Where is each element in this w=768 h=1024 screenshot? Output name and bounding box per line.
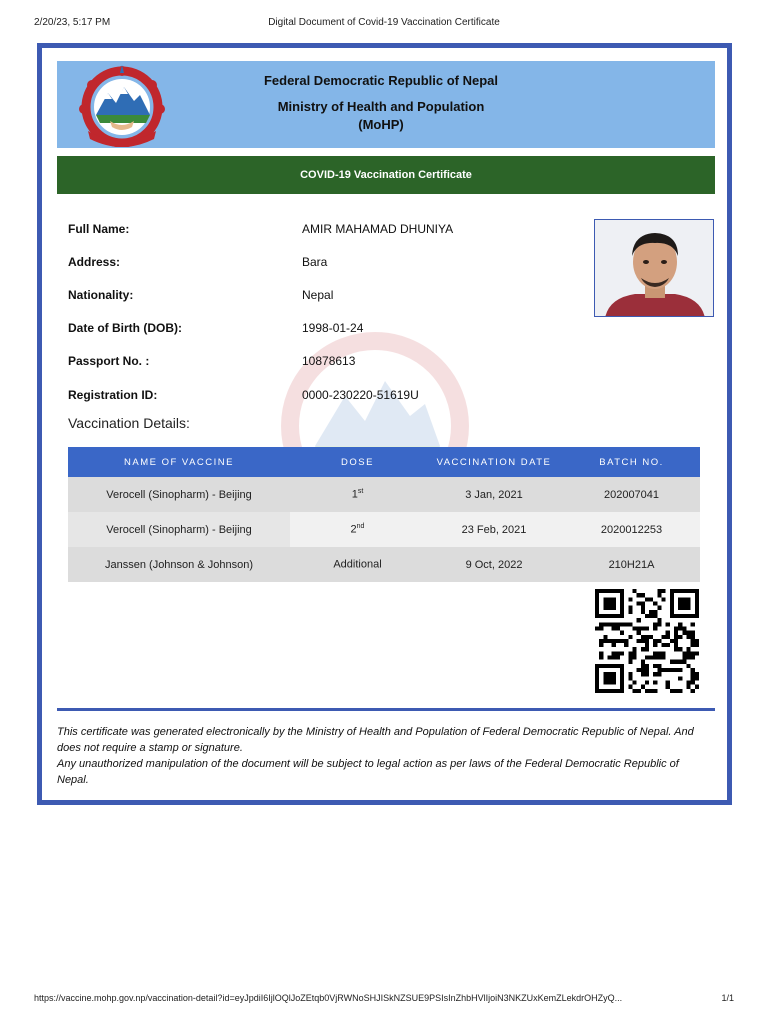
header-ministry-abbr: (MoHP) [358, 117, 404, 132]
vaccine-name-cell: Janssen (Johnson & Johnson) [68, 547, 290, 582]
dob-value: 1998-01-24 [302, 321, 364, 335]
dose-value: Additional [333, 558, 382, 571]
certificate-frame [37, 43, 732, 805]
nationality-value: Nepal [302, 288, 334, 302]
print-url: https://vaccine.mohp.gov.np/vaccination-detail?id=eyJpdiI6IjlOQlJoZEtqb0VjRWNoSHJISkNZSUE9PSIsInZhbHVlIjoiN3NKZUxKemZLekdrOHZyQ... [34, 993, 623, 1003]
dose-cell [290, 477, 425, 512]
certificate-title: COVID-19 Vaccination Certificate [57, 156, 715, 194]
full-name-label: Full Name: [68, 222, 130, 236]
person-photo-icon [595, 220, 714, 317]
dose-cell [290, 512, 425, 547]
date-cell: 9 Oct, 2022 [425, 547, 563, 582]
nationality-label: Nationality: [68, 288, 134, 302]
col-vaccine-name: NAME OF VACCINE [68, 447, 290, 477]
header-ministry: Ministry of Health and Population [277, 99, 485, 114]
print-footer [34, 993, 734, 1005]
passport-value: 10878613 [302, 354, 356, 368]
disclaimer-line-1: This certificate was generated electronically by the Ministry of Health and Population of Federal Democratic Republic of Nepal. And does not require a stamp or signature. [57, 726, 694, 754]
address-value: Bara [302, 255, 328, 269]
print-datetime: 2/20/23, 5:17 PM [34, 17, 111, 28]
dob-label: Date of Birth (DOB): [68, 321, 182, 335]
batch-cell: 210H21A [563, 547, 700, 582]
dose-suffix: nd [356, 523, 365, 531]
dose-cell [290, 547, 425, 582]
batch-cell: 2020012253 [563, 512, 700, 547]
batch-cell: 202007041 [563, 477, 700, 512]
print-document-title: Digital Document of Covid-19 Vaccination Certificate [268, 17, 500, 28]
registration-id-value: 0000-230220-51619U [302, 388, 419, 402]
registration-id-label: Registration ID: [68, 388, 158, 402]
address-label: Address: [68, 255, 121, 269]
footer-divider [57, 708, 715, 711]
table-row [68, 547, 700, 582]
print-page-number: 1/1 [721, 993, 734, 1003]
col-batch-no: BATCH NO. [563, 447, 700, 477]
dose-value: 1 [351, 488, 358, 501]
dose-suffix: st [357, 488, 364, 496]
disclaimer-line-2: Any unauthorized manipulation of the document will be subject to legal action as per laws of the Federal Democratic Republic of Nepal. [57, 758, 679, 786]
vaccination-details-heading: Vaccination Details: [68, 415, 190, 431]
dose-value: 2 [350, 523, 357, 536]
vaccination-table [68, 447, 700, 582]
disclaimer [57, 724, 707, 788]
qr-code-icon[interactable] [592, 589, 702, 693]
holder-photo [594, 219, 714, 317]
full-name-value: AMIR MAHAMAD DHUNIYA [302, 222, 454, 236]
passport-label: Passport No. : [68, 354, 150, 368]
nepal-emblem-icon [70, 63, 174, 147]
print-header [34, 17, 734, 29]
col-vaccination-date: VACCINATION DATE [425, 447, 563, 477]
government-header [57, 61, 715, 148]
header-country: Federal Democratic Republic of Nepal [263, 73, 499, 88]
vaccine-name-cell: Verocell (Sinopharm) - Beijing [68, 477, 290, 512]
table-row [68, 477, 700, 512]
date-cell: 3 Jan, 2021 [425, 477, 563, 512]
col-dose: DOSE [290, 447, 425, 477]
vaccine-name-cell: Verocell (Sinopharm) - Beijing [68, 512, 290, 547]
table-row [68, 512, 700, 547]
table-header-row [68, 447, 700, 477]
date-cell: 23 Feb, 2021 [425, 512, 563, 547]
